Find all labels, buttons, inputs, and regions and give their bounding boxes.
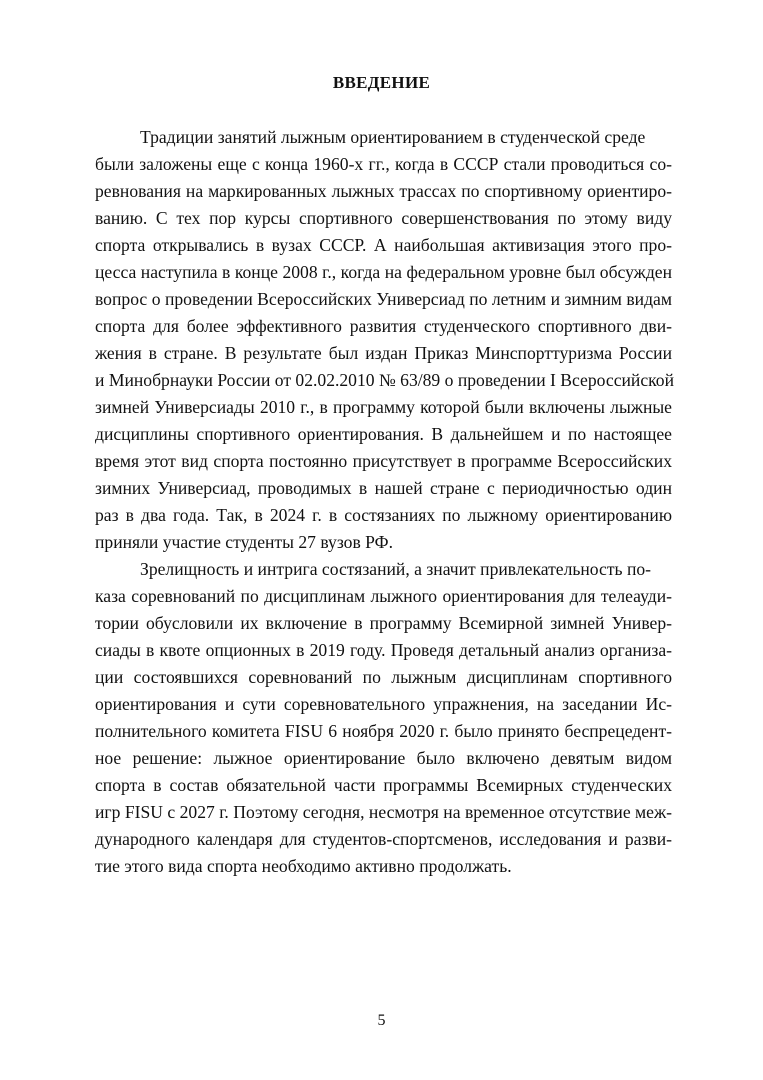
text-line: спорта для более эффективного развития студенческого спортивного дви- [95, 316, 672, 336]
text-line: дисциплины спортивного ориентирования. В дальнейшем и по настоящее [95, 424, 672, 444]
text-line: ное решение: лыжное ориентирование было включено девятым видом [95, 748, 672, 768]
text-line: цесса наступила в конце 2008 г., когда на федеральном уровне был обсужден [95, 262, 672, 282]
text-line: ориентирования и сути соревновательного упражнения, на заседании Ис- [95, 694, 672, 714]
text-line: вопрос о проведении Всероссийских Универсиад по летним и зимним видам [95, 289, 672, 309]
text-line: зимних Универсиад, проводимых в нашей стране с периодичностью один [95, 478, 672, 498]
text-line: спорта открывались в вузах СССР. А наибольшая активизация этого про- [95, 235, 672, 255]
text-line: время этот вид спорта постоянно присутствует в программе Всероссийских [95, 451, 672, 471]
text-line: спорта в состав обязательной части программы Всемирных студенческих [95, 775, 672, 795]
text-line: ванию. С тех пор курсы спортивного совершенствования по этому виду [95, 208, 672, 228]
page-title: ВВЕДЕНИЕ [332, 73, 431, 92]
text-line: Традиции занятий лыжным ориентированием в студенческой среде [140, 127, 646, 147]
text-line: зимней Универсиады 2010 г., в программу которой были включены лыжные [95, 397, 672, 417]
page-number: 5 [377, 1012, 386, 1029]
text-line: ревнования на маркированных лыжных трассах по спортивному ориентиро- [95, 181, 672, 201]
text-line: тории обусловили их включение в программу Всемирной зимней Универ- [95, 613, 672, 633]
text-line: тие этого вида спорта необходимо активно продолжать. [95, 856, 512, 876]
text-line: каза соревнований по дисциплинам лыжного ориентирования для телеауди- [95, 586, 672, 606]
text-line: приняли участие студенты 27 вузов РФ. [95, 532, 393, 552]
text-line: и Минобрнауки России от 02.02.2010 № 63/89 о проведении I Всероссийской [95, 370, 675, 390]
text-line: раз в два года. Так, в 2024 г. в состязаниях по лыжному ориентированию [95, 505, 672, 525]
text-line: игр FISU с 2027 г. Поэтому сегодня, несмотря на временное отсутствие меж- [95, 802, 672, 822]
text-line: Зрелищность и интрига состязаний, а значит привлекательность по- [140, 559, 652, 579]
text-line: дународного календаря для студентов-спортсменов, исследования и разви- [95, 829, 672, 849]
text-line: были заложены еще с конца 1960-х гг., когда в СССР стали проводиться со- [95, 154, 672, 174]
text-line: сиады в квоте опционных в 2019 году. Проведя детальный анализ организа- [95, 640, 672, 660]
text-line: ции состоявшихся соревнований по лыжным дисциплинам спортивного [95, 667, 672, 687]
text-line: жения в стране. В результате был издан Приказ Минспорттуризма России [95, 343, 672, 363]
text-line: полнительного комитета FISU 6 ноября 2020 г. было принято беспрецедент- [95, 721, 672, 741]
